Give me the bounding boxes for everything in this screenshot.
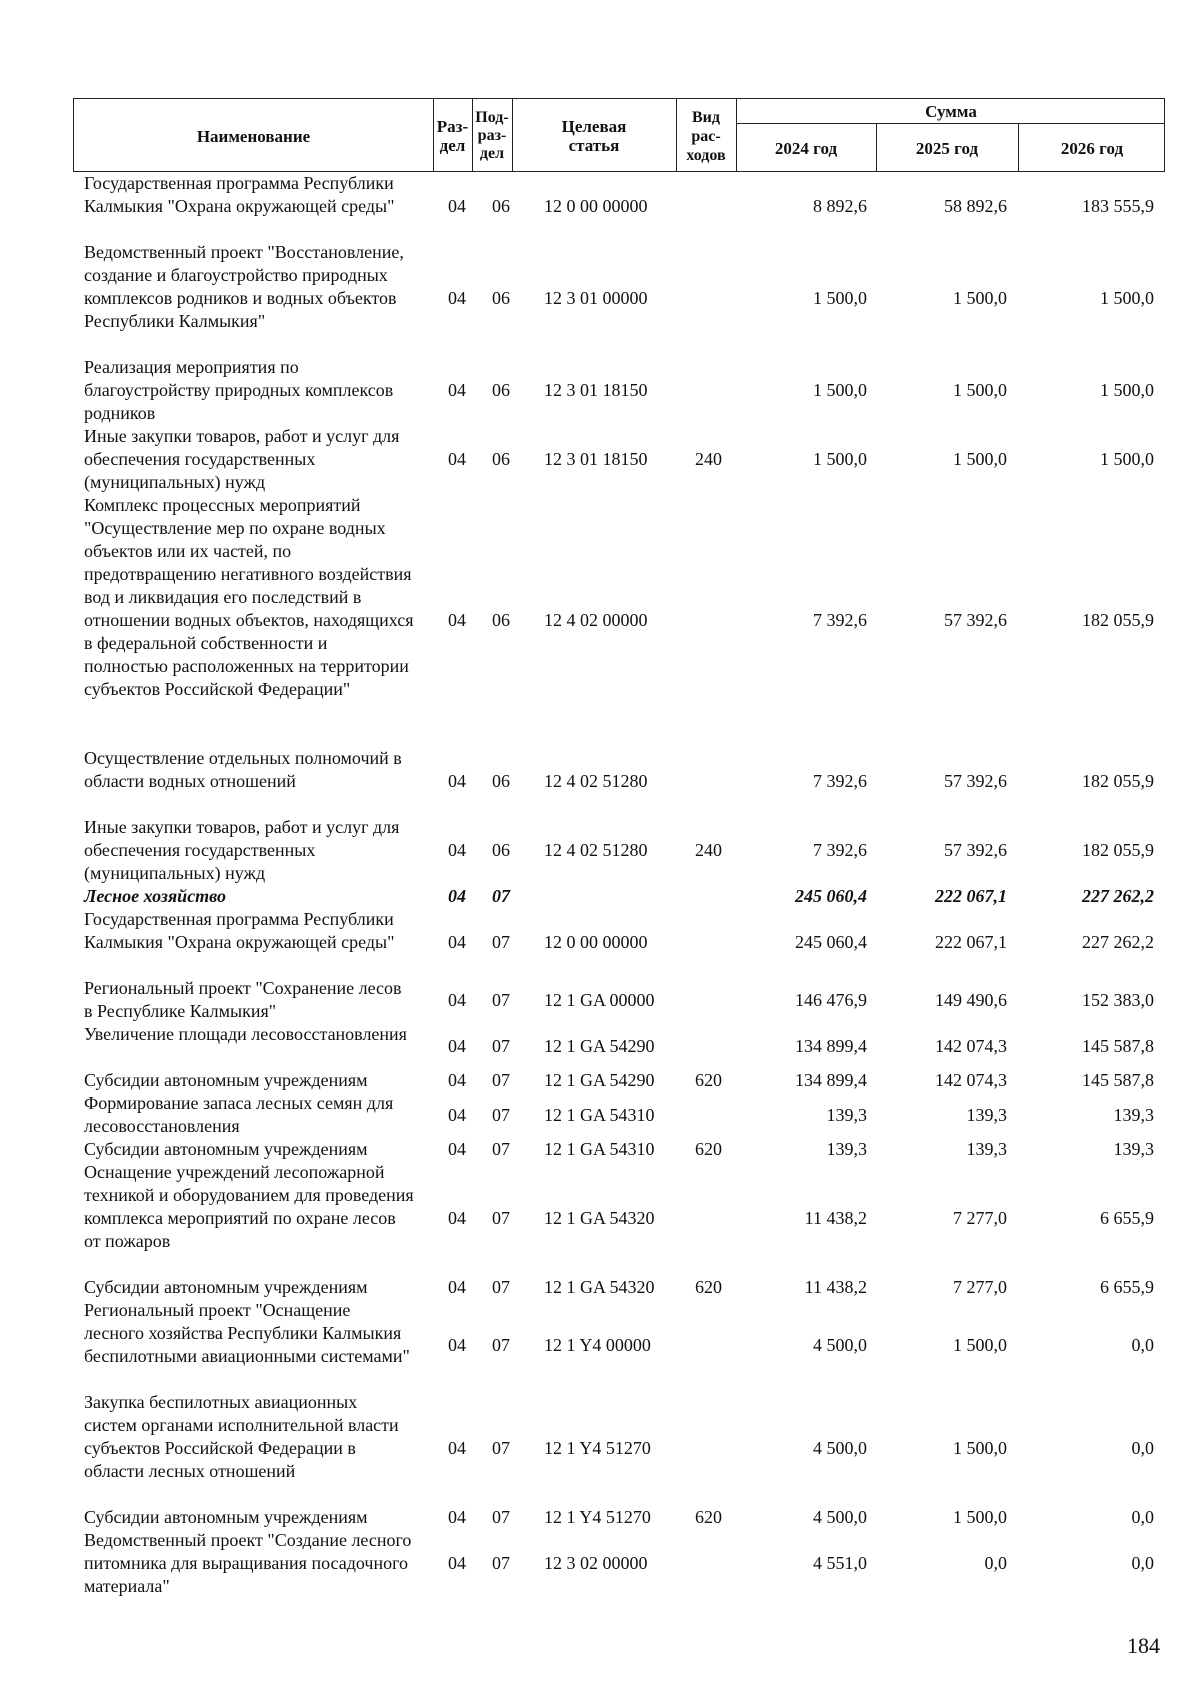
table-cell-2024: 139,3 (826, 1139, 867, 1159)
table-cell-name: Осуществление отдельных полномочий в области водных отношений (84, 748, 402, 791)
table-cell-tselevaya: 12 3 02 00000 (544, 1553, 648, 1573)
table-cell-2024: 7 392,6 (813, 840, 867, 860)
table-cell-2024: 4 500,0 (813, 1507, 867, 1527)
table-cell-2026: 0,0 (1131, 1335, 1154, 1355)
table-cell-2024: 7 392,6 (813, 610, 867, 630)
table-cell-name: Оснащение учреждений лесопожарной техникой и оборудованием для проведения комплекса мероприятий по охране лесов от пожаров (84, 1162, 414, 1251)
table-cell-vid: 620 (695, 1070, 722, 1090)
table-row (0, 1529, 1200, 1598)
table-cell-name: Ведомственный проект "Восстановление, создание и благоустройство природных комплексов родников и водных объектов Республики Калмыкия" (84, 242, 404, 331)
table-cell-razdel: 04 (448, 990, 466, 1010)
table-cell-podrazdel: 07 (492, 886, 510, 906)
table-row (0, 1161, 1200, 1276)
table-cell-2025: 139,3 (966, 1139, 1007, 1159)
table-cell-name: Субсидии автономным учреждениям (84, 1070, 368, 1090)
table-cell-razdel: 04 (448, 1036, 466, 1056)
table-cell-podrazdel: 06 (492, 288, 510, 308)
table-cell-tselevaya: 12 1 Y4 51270 (544, 1438, 651, 1458)
table-cell-2025: 222 067,1 (935, 932, 1007, 952)
table-cell-vid: 620 (695, 1277, 722, 1297)
table-cell-razdel: 04 (448, 932, 466, 952)
table-cell-2024: 4 551,0 (813, 1553, 867, 1573)
table-row (0, 908, 1200, 977)
table-cell-razdel: 04 (448, 771, 466, 791)
table-row (0, 1023, 1200, 1069)
table-cell-2024: 134 899,4 (795, 1036, 867, 1056)
table-cell-name: Государственная программа Республики Калмыкия "Охрана окружающей среды" (84, 909, 395, 952)
table-cell-tselevaya: 12 1 GA 54320 (544, 1277, 655, 1297)
table-cell-razdel: 04 (448, 1208, 466, 1228)
col-header-2026: 2026 год (1060, 138, 1124, 158)
table-cell-2025: 1 500,0 (953, 288, 1007, 308)
table-cell-podrazdel: 06 (492, 840, 510, 860)
table-cell-2026: 182 055,9 (1082, 610, 1154, 630)
table-cell-2025: 222 067,1 (935, 886, 1007, 906)
col-header-2024: 2024 год (774, 138, 838, 158)
table-cell-podrazdel: 07 (492, 1507, 510, 1527)
table-cell-2024: 245 060,4 (795, 932, 867, 952)
table-cell-2024: 4 500,0 (813, 1438, 867, 1458)
table-cell-vid: 620 (695, 1507, 722, 1527)
table-cell-2026: 145 587,8 (1082, 1070, 1154, 1090)
table-body (0, 172, 1200, 1598)
table-cell-2026: 6 655,9 (1100, 1208, 1154, 1228)
col-header-name: Наименование (196, 126, 311, 146)
table-cell-tselevaya: 12 1 GA 54320 (544, 1208, 655, 1228)
table-cell-2025: 1 500,0 (953, 1507, 1007, 1527)
table-cell-tselevaya: 12 0 00 00000 (544, 932, 648, 952)
table-cell-podrazdel: 07 (492, 990, 510, 1010)
table-cell-podrazdel: 07 (492, 1036, 510, 1056)
table-cell-2026: 183 555,9 (1082, 196, 1154, 216)
table-cell-2026: 1 500,0 (1100, 380, 1154, 400)
table-cell-2024: 1 500,0 (813, 288, 867, 308)
table-row (0, 425, 1200, 494)
page-number: 184 (1127, 1633, 1160, 1658)
table-cell-razdel: 04 (448, 196, 466, 216)
table-cell-podrazdel: 07 (492, 1070, 510, 1090)
table-cell-2026: 182 055,9 (1082, 840, 1154, 860)
table-cell-podrazdel: 07 (492, 1208, 510, 1228)
table-row (0, 1138, 1200, 1161)
table-cell-tselevaya: 12 1 GA 54290 (544, 1036, 655, 1056)
table-cell-name: Региональный проект "Оснащение лесного хозяйства Республики Калмыкия беспилотными авиационными системами" (84, 1300, 410, 1366)
table-cell-2026: 227 262,2 (1082, 932, 1154, 952)
table-cell-2026: 1 500,0 (1100, 449, 1154, 469)
table-cell-name: Лесное хозяйство (84, 886, 226, 906)
table-cell-podrazdel: 07 (492, 1438, 510, 1458)
table-cell-2026: 227 262,2 (1082, 886, 1154, 906)
table-cell-name: Иные закупки товаров, работ и услуг для обеспечения государственных (муниципальных) нужд (84, 426, 400, 492)
table-cell-podrazdel: 06 (492, 771, 510, 791)
table-row (0, 1276, 1200, 1299)
table-cell-2025: 149 490,6 (935, 990, 1007, 1010)
table-cell-2024: 8 892,6 (813, 196, 867, 216)
table-cell-2026: 152 383,0 (1082, 990, 1154, 1010)
table-cell-razdel: 04 (448, 1105, 466, 1125)
col-header-2025: 2025 год (915, 138, 979, 158)
table-row (0, 977, 1200, 1023)
table-cell-2024: 139,3 (826, 1105, 867, 1125)
table-cell-razdel: 04 (448, 1507, 466, 1527)
table-cell-2026: 0,0 (1131, 1507, 1154, 1527)
table-cell-tselevaya: 12 0 00 00000 (544, 196, 648, 216)
table-cell-2026: 1 500,0 (1100, 288, 1154, 308)
table-row (0, 816, 1200, 885)
table-cell-razdel: 04 (448, 1277, 466, 1297)
table-cell-tselevaya: 12 1 GA 54290 (544, 1070, 655, 1090)
table-cell-tselevaya: 12 3 01 18150 (544, 449, 648, 469)
table-cell-tselevaya: 12 1 Y4 51270 (544, 1507, 651, 1527)
table-cell-tselevaya: 12 3 01 00000 (544, 288, 648, 308)
table-cell-2025: 1 500,0 (953, 449, 1007, 469)
table-cell-tselevaya: 12 4 02 51280 (544, 771, 648, 791)
table-cell-razdel: 04 (448, 288, 466, 308)
table-row (0, 356, 1200, 425)
table-cell-2025: 57 392,6 (944, 771, 1007, 791)
table-cell-razdel: 04 (448, 380, 466, 400)
table-cell-name: Увеличение площади лесовосстановления (84, 1024, 407, 1044)
table-cell-podrazdel: 07 (492, 932, 510, 952)
table-cell-name: Субсидии автономным учреждениям (84, 1507, 368, 1527)
table-cell-2026: 182 055,9 (1082, 771, 1154, 791)
table-row (0, 747, 1200, 816)
table-header (73, 98, 1165, 172)
table-cell-name: Комплекс процессных мероприятий "Осуществление мер по охране водных объектов или их частей, по предотвращению негативного воздействия вод и ликвидация его последствий в отношении водных объектов, находящихся в федеральной собственности и полностью расположенных на территории субъектов Российской Федерации" (84, 495, 414, 699)
table-cell-2025: 7 277,0 (953, 1277, 1007, 1297)
table-cell-razdel: 04 (448, 1070, 466, 1090)
table-cell-tselevaya: 12 1 Y4 00000 (544, 1335, 651, 1355)
table-cell-razdel: 04 (448, 1438, 466, 1458)
table-cell-tselevaya: 12 1 GA 00000 (544, 990, 655, 1010)
table-cell-2025: 1 500,0 (953, 380, 1007, 400)
table-cell-2025: 7 277,0 (953, 1208, 1007, 1228)
table-cell-2025: 57 392,6 (944, 610, 1007, 630)
table-cell-podrazdel: 07 (492, 1335, 510, 1355)
table-cell-2026: 0,0 (1131, 1438, 1154, 1458)
table-row (0, 1506, 1200, 1529)
table-cell-name: Формирование запаса лесных семян для лесовосстановления (84, 1093, 394, 1136)
table-cell-razdel: 04 (448, 1335, 466, 1355)
table-cell-name: Закупка беспилотных авиационных систем органами исполнительной власти субъектов Российской Федерации в области лесных отношений (84, 1392, 399, 1481)
table-cell-name: Субсидии автономным учреждениям (84, 1139, 368, 1159)
table-cell-2024: 146 476,9 (795, 990, 867, 1010)
table-cell-name: Субсидии автономным учреждениям (84, 1277, 368, 1297)
table-cell-podrazdel: 06 (492, 610, 510, 630)
table-cell-razdel: 04 (448, 1553, 466, 1573)
table-cell-2024: 11 438,2 (804, 1208, 867, 1228)
table-cell-name: Иные закупки товаров, работ и услуг для обеспечения государственных (муниципальных) нужд (84, 817, 400, 883)
table-cell-razdel: 04 (448, 1139, 466, 1159)
table-cell-name: Ведомственный проект "Создание лесного питомника для выращивания посадочного материала" (84, 1530, 412, 1596)
table-cell-podrazdel: 07 (492, 1139, 510, 1159)
table-cell-2024: 7 392,6 (813, 771, 867, 791)
table-cell-podrazdel: 07 (492, 1553, 510, 1573)
col-header-summa: Сумма (925, 101, 977, 121)
table-cell-2025: 57 392,6 (944, 840, 1007, 860)
table-cell-2025: 142 074,3 (935, 1036, 1007, 1056)
table-cell-vid: 620 (695, 1139, 722, 1159)
table-cell-2025: 1 500,0 (953, 1438, 1007, 1458)
table-row (0, 1069, 1200, 1092)
table-cell-podrazdel: 07 (492, 1277, 510, 1297)
table-cell-tselevaya: 12 1 GA 54310 (544, 1139, 655, 1159)
table-cell-2025: 0,0 (984, 1553, 1007, 1573)
table-cell-2026: 6 655,9 (1100, 1277, 1154, 1297)
table-cell-2025: 1 500,0 (953, 1335, 1007, 1355)
table-cell-vid: 240 (695, 840, 722, 860)
table-cell-podrazdel: 06 (492, 449, 510, 469)
table-cell-tselevaya: 12 1 GA 54310 (544, 1105, 655, 1125)
table-cell-2025: 139,3 (966, 1105, 1007, 1125)
table-cell-tselevaya: 12 3 01 18150 (544, 380, 648, 400)
col-header-podrazdel: Под- раз- дел (475, 109, 509, 162)
table-row (0, 1092, 1200, 1138)
table-cell-razdel: 04 (448, 840, 466, 860)
table-cell-2024: 1 500,0 (813, 449, 867, 469)
table-cell-tselevaya: 12 4 02 51280 (544, 840, 648, 860)
table-cell-podrazdel: 06 (492, 380, 510, 400)
table-row (0, 172, 1200, 241)
col-header-razdel: Раз- дел (436, 117, 469, 155)
table-cell-name: Государственная программа Республики Калмыкия "Охрана окружающей среды" (84, 173, 395, 216)
table-row (0, 241, 1200, 356)
table-cell-name: Реализация мероприятия по благоустройству природных комплексов родников (84, 357, 394, 423)
table-cell-podrazdel: 07 (492, 1105, 510, 1125)
table-cell-2024: 134 899,4 (795, 1070, 867, 1090)
table-cell-2024: 1 500,0 (813, 380, 867, 400)
table-row (0, 494, 1200, 747)
table-cell-name: Региональный проект "Сохранение лесов в Республике Калмыкия" (84, 978, 402, 1021)
table-cell-2024: 245 060,4 (795, 886, 867, 906)
table-cell-2024: 4 500,0 (813, 1335, 867, 1355)
table-cell-2025: 58 892,6 (944, 196, 1007, 216)
table-cell-2026: 0,0 (1131, 1553, 1154, 1573)
table-cell-podrazdel: 06 (492, 196, 510, 216)
table-cell-2025: 142 074,3 (935, 1070, 1007, 1090)
table-cell-razdel: 04 (448, 610, 466, 630)
table-row (0, 885, 1200, 908)
table-cell-tselevaya: 12 4 02 00000 (544, 610, 648, 630)
table-cell-vid: 240 (695, 449, 722, 469)
table-cell-2024: 11 438,2 (804, 1277, 867, 1297)
table-cell-razdel: 04 (448, 886, 466, 906)
table-cell-razdel: 04 (448, 449, 466, 469)
table-cell-2026: 139,3 (1113, 1139, 1154, 1159)
table-cell-2026: 145 587,8 (1082, 1036, 1154, 1056)
col-header-tselevaya: Целевая статья (561, 117, 627, 155)
table-cell-2026: 139,3 (1113, 1105, 1154, 1125)
table-row (0, 1391, 1200, 1506)
table-row (0, 1299, 1200, 1391)
col-header-vid: Вид рас- ходов (686, 108, 726, 164)
